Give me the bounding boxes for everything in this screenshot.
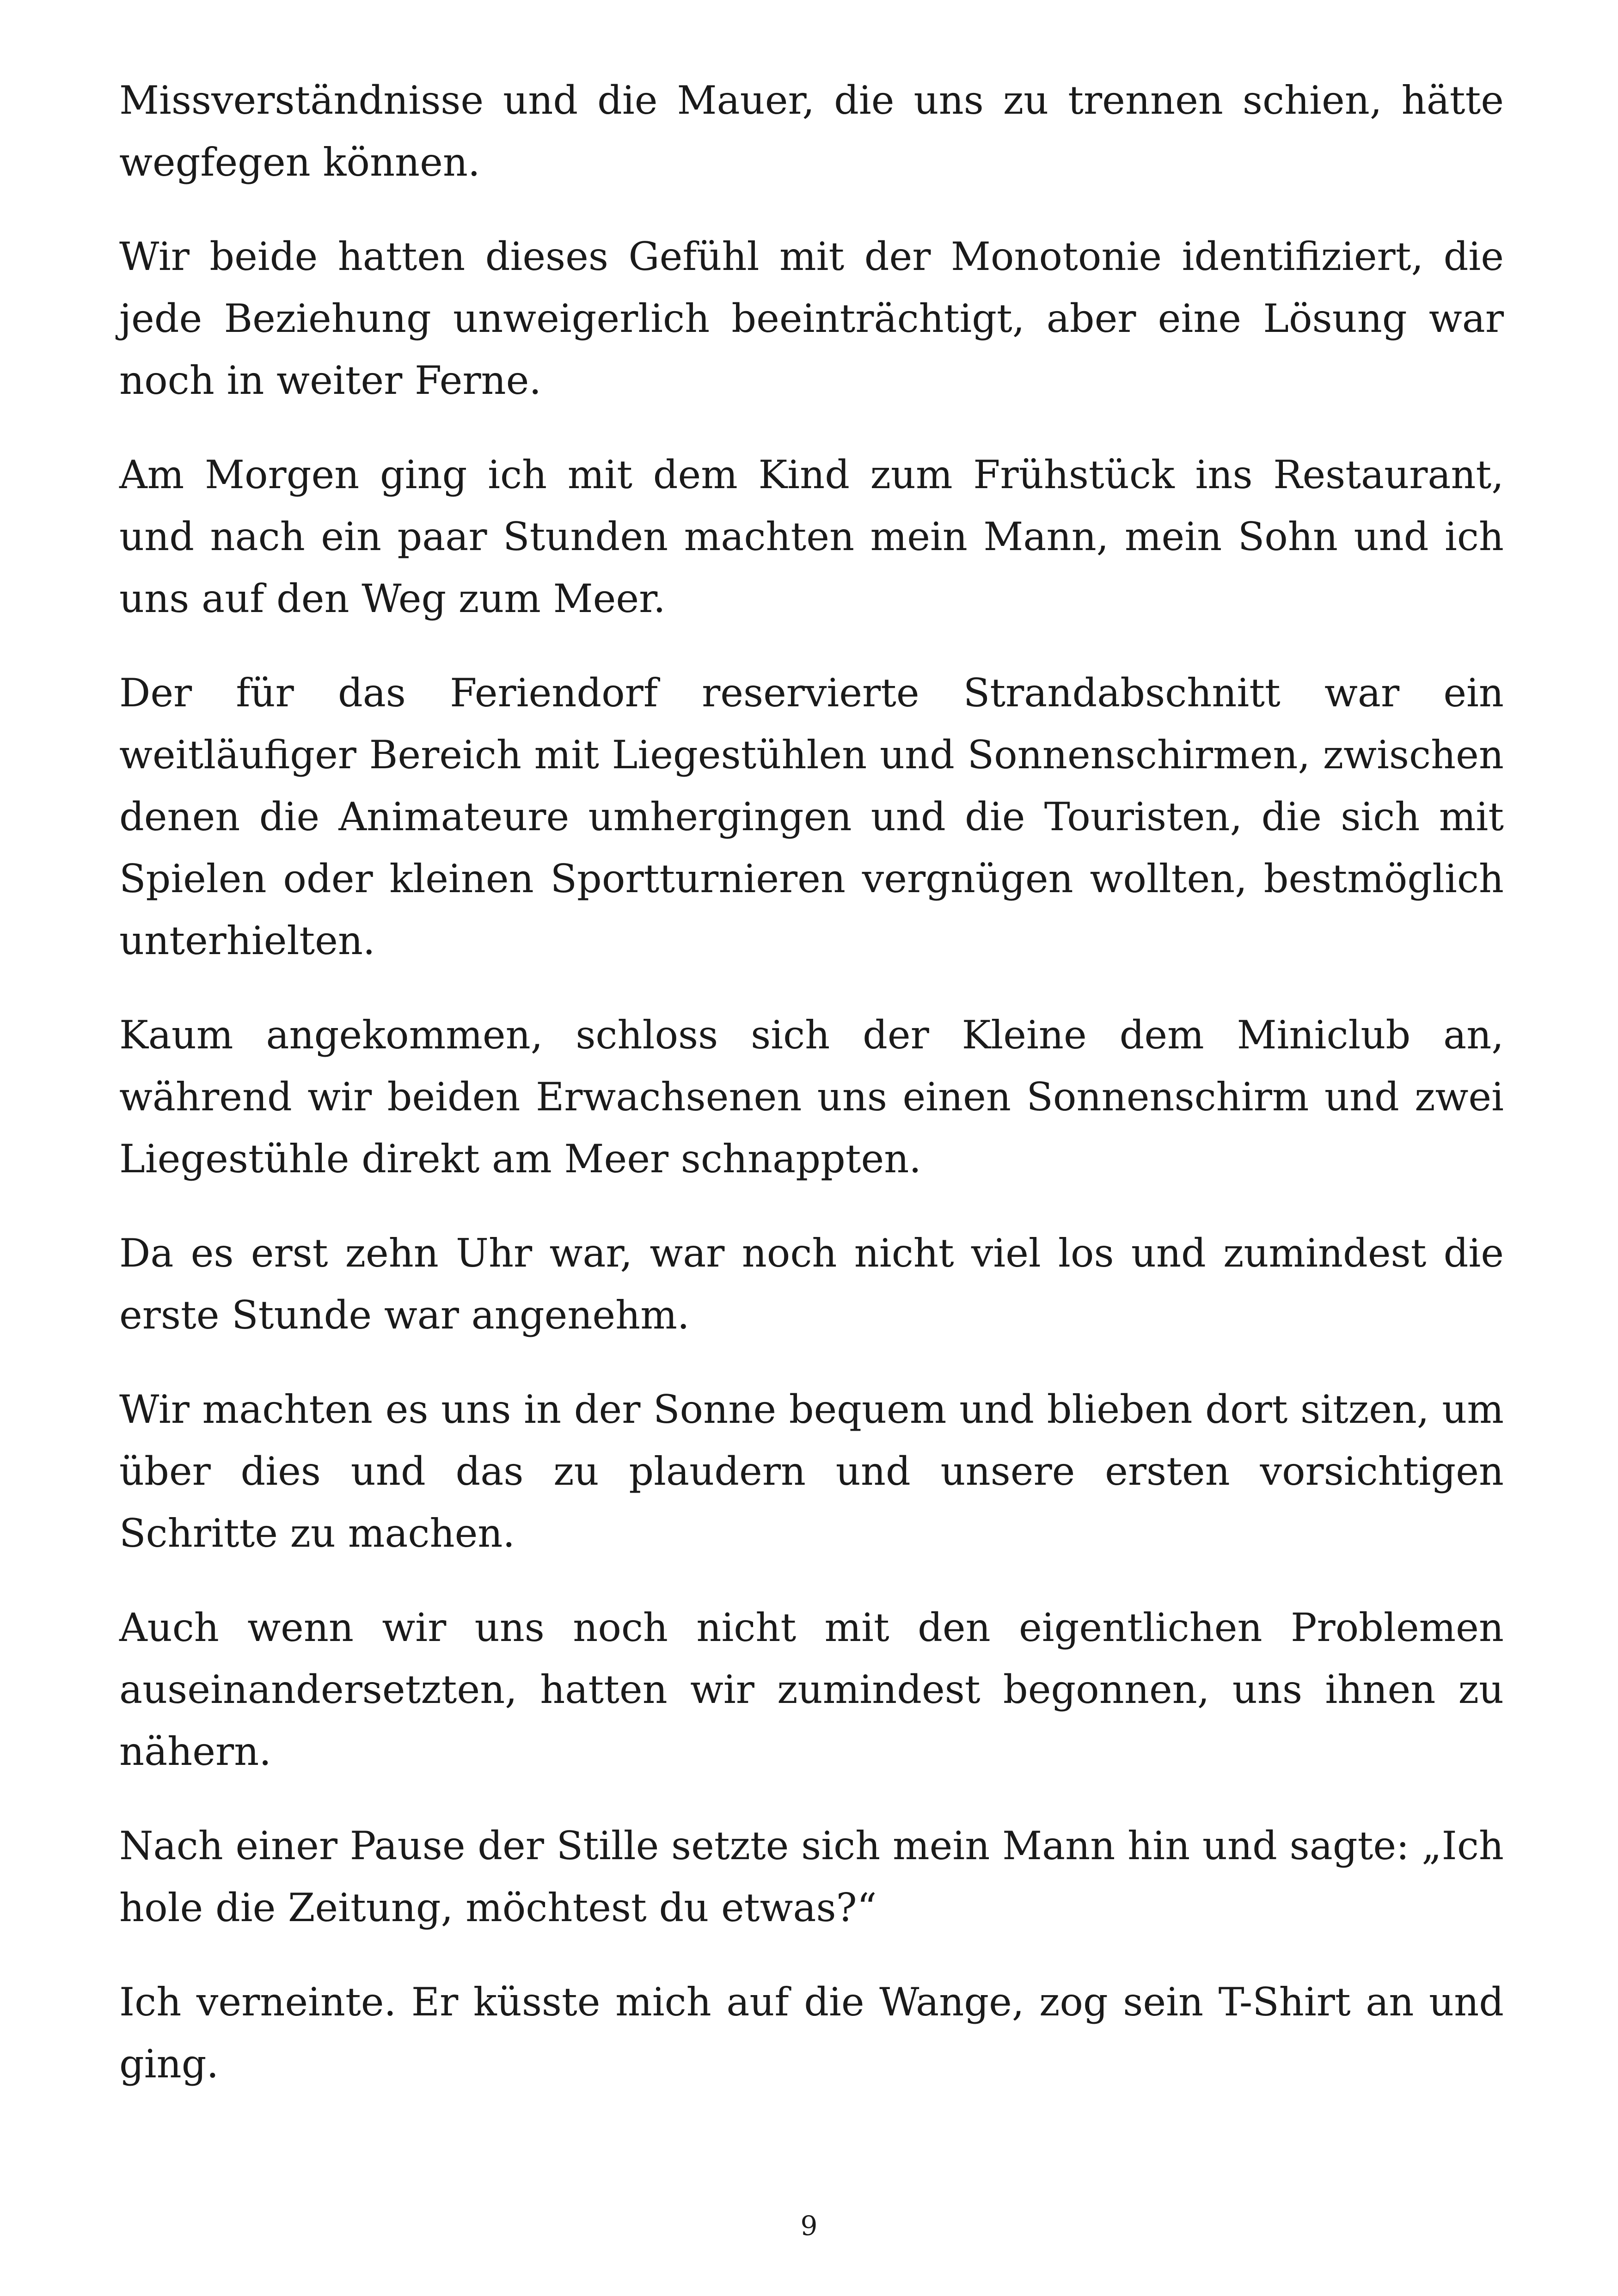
body-text — [119, 69, 1504, 2127]
paragraph-9: Nach einer Pause der Stille setzte sich mein Mann hin und sagte: „Ich hole die Zeitung, möchtest du etwas?“ — [119, 1823, 1504, 1930]
paragraph-8: Auch wenn wir uns noch nicht mit den eigentlichen Problemen auseinandersetzten, hatten wir zumindest begonnen, uns ihnen zu nähern. — [119, 1605, 1504, 1774]
paragraph-1: Missverständnisse und die Mauer, die uns zu trennen schien, hätte wegfegen können. — [119, 78, 1504, 185]
paragraph-6: Da es erst zehn Uhr war, war noch nicht viel los und zumindest die erste Stunde war angenehm. — [119, 1231, 1504, 1338]
paragraph-10: Ich verneinte. Er küsste mich auf die Wange, zog sein T-Shirt an und ging. — [119, 1979, 1504, 2087]
paragraph-2: Wir beide hatten dieses Gefühl mit der Monotonie identifiziert, die jede Beziehung unweigerlich beeinträchtigt, aber eine Lösung war noch in weiter Ferne. — [119, 234, 1504, 403]
paragraph-4: Der für das Feriendorf reservierte Strandabschnitt war ein weitläufiger Bereich mit Liegestühlen und Sonnenschirmen, zwischen denen die Animateure umhergingen und die Touristen, die sich mit Spielen oder kleinen Sportturnieren vergnügen wollten, bestmöglich unterhielten. — [119, 670, 1504, 963]
paragraph-7: Wir machten es uns in der Sonne bequem und blieben dort sitzen, um über dies und das zu plaudern und unsere ersten vorsichtigen Schritte zu machen. — [119, 1387, 1504, 1556]
paragraph-3: Am Morgen ging ich mit dem Kind zum Frühstück ins Restaurant, und nach ein paar Stunden machten mein Mann, mein Sohn und ich uns auf den Weg zum Meer. — [119, 452, 1504, 621]
page-number: 9 — [800, 2210, 818, 2241]
paragraph-5: Kaum angekommen, schloss sich der Kleine dem Miniclub an, während wir beiden Erwachsenen uns einen Sonnenschirm und zwei Liegestühle direkt am Meer schnappten. — [119, 1012, 1504, 1182]
